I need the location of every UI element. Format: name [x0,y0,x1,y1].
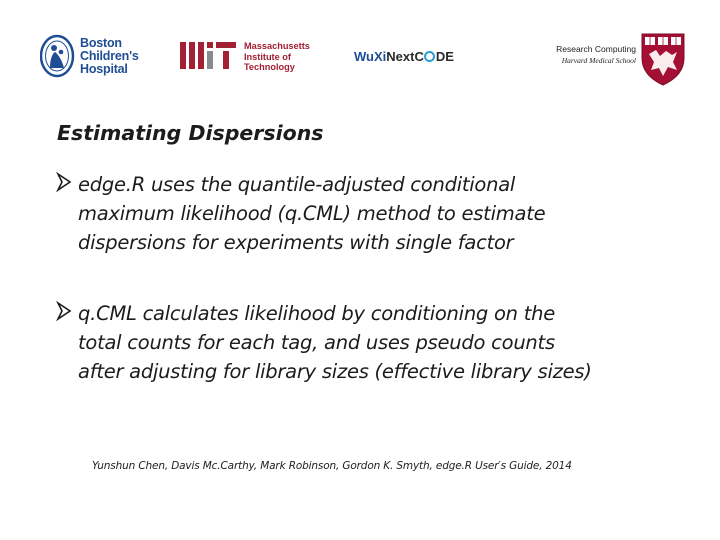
slide-title: Estimating Dispersions [57,121,324,145]
research-computing [530,44,636,67]
arrow-bullet-icon [56,172,72,192]
boston-childrens-logo [40,34,150,82]
bullet-item [56,170,696,260]
mit-wordmark-icon [180,40,240,70]
arrow-bullet-icon [56,301,72,321]
bullet-text: q.CML calculates likelihood by conditioning on the total counts for each tag, and uses pseudo counts after adjusting for library sizes (effective library sizes) [78,302,592,383]
research-computing-title: Research Computing [556,44,636,54]
research-computing-subtitle: Harvard Medical School [561,56,636,65]
bullet-text: edge.R uses the quantile-adjusted conditional maximum likelihood (q.CML) method to estimate dispersions for experiments with single factor [78,173,546,254]
wuxi-part3: DE [435,49,454,64]
wuxi-part1: WuXi [354,49,387,64]
bullet-item [56,299,696,389]
boston-childrens-seal-icon [40,34,76,78]
wuxi-part2: NextC [386,49,424,64]
citation: Yunshun Chen, Davis Mc.Carthy, Mark Robinson, Gordon K. Smyth, edge.R User′s Guide, 2014 [92,460,572,472]
logo-bar [0,0,720,110]
mit-logo [180,40,320,74]
harvard-shield-icon [640,32,686,86]
boston-childrens-name: Boston Children's Hospital [80,36,139,76]
wuxi-nextcode-logo [354,48,454,66]
mit-name: Massachusetts Institute of Technology [244,41,310,72]
wuxi-o-ring-icon [424,51,435,62]
